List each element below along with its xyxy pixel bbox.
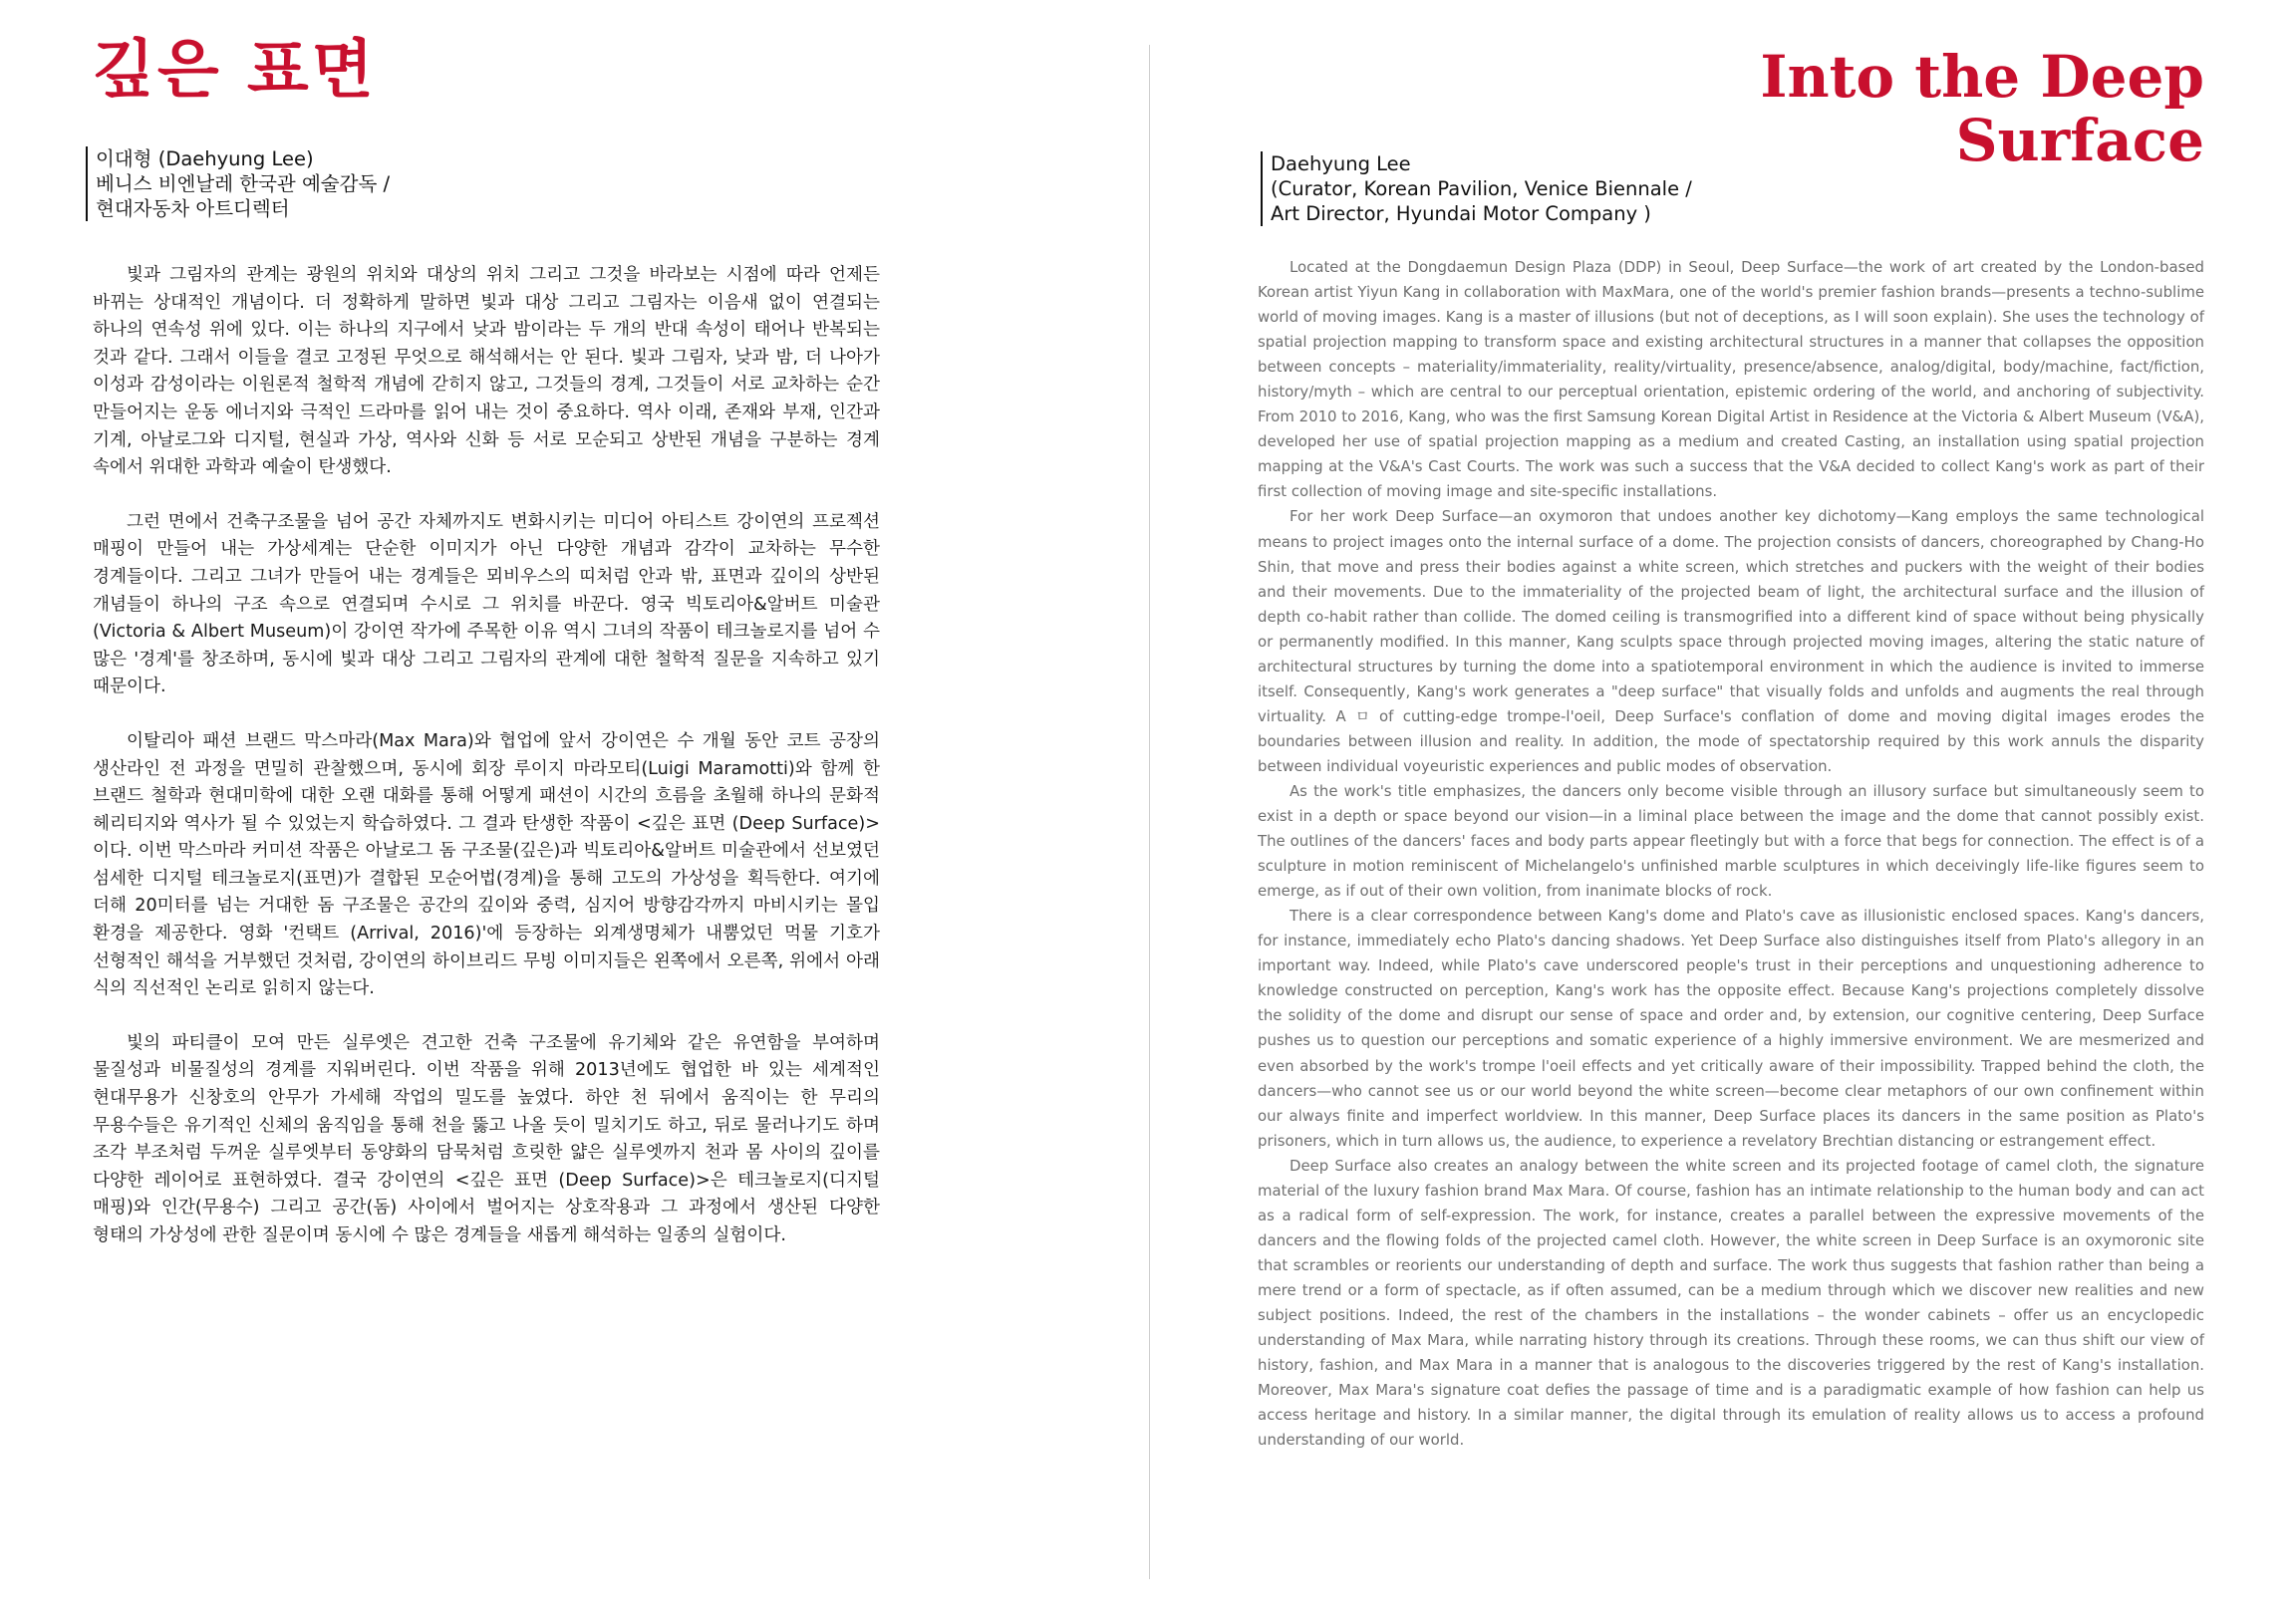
korean-author-role-1: 베니스 비엔날레 한국관 예술감독 / [96, 172, 391, 195]
english-paragraph-3: As the work's title emphasizes, the dancers only become visible through an illusory surface but simultaneously seem to exist in a depth or space beyond our vision—in a liminal place between the image and the dome that cannot possibly exist. The outlines of the dancers' faces and body parts appear fleetingly but with a force that begs for connection. The effect is of a sculpture in motion reminiscent of Michelangelo's unfinished marble sculptures in which deceivingly life-like figures seem to emerge, as if out of their own volition, from inanimate blocks of rock. [1258, 781, 2204, 901]
english-title-line-1: Into the Deep [1760, 43, 2204, 111]
english-author-role-2: Art Director, Hyundai Motor Company ) [1271, 202, 1651, 225]
korean-paragraph-3: 이탈리아 패션 브랜드 막스마라(Max Mara)와 협업에 앞서 강이연은 수 개월 동안 코트 공장의 생산라인 전 과정을 면밀히 관찰했으며, 동시에 회장 루이지 마라모티(Luigi Maramotti)와 함께 한 브랜드 철학과 현대미학에 대한 오랜 대화를 통해 어떻게 패션이 시간의 흐름을 초월해 하나의 문화적 헤리티지와 역사가 될 수 있었는지 학습하였다. 그 결과 탄생한 작품이 <깊은 표면 (Deep Surface)>이다. 이번 막스마라 커미션 작품은 아날로그 돔 구조물(깊은)과 빅토리아&알버트 미술관에서 선보였던 섬세한 디지털 테크놀로지(표면)가 결합된 모순어법(경계)을 통해 고도의 가상성을 획득한다. 여기에 더해 20미터를 넘는 거대한 돔 구조물은 공간의 깊이와 중력, 심지어 방향감각까지 마비시키는 몰입 환경을 제공한다. 영화 '컨택트 (Arrival, 2016)'에 등장하는 외계생명체가 내뿜었던 먹물 기호가 선형적인 해석을 거부했던 것처럼, 강이연의 하이브리드 무빙 이미지들은 왼쪽에서 오른쪽, 위에서 아래 식의 직선적인 논리로 읽히지 않는다. [93, 730, 880, 999]
english-paragraph-4: There is a clear correspondence between Kang's dome and Plato's cave as illusionistic enclosed spaces. Kang's dancers, for instance, immediately echo Plato's dancing shadows. Yet Deep Surface also distinguishes itself from Plato's allegory in an important way. Indeed, while Plato's cave underscored people's trust in their perceptions and unquestioning adherence to knowledge constructed on perception, Kang's work has the opposite effect. Because Kang's projections completely dissolve the solidity of the dome and disrupt our sense of space and order and, by extension, our cognitive centering, Deep Surface pushes us to question our perceptions and somatic experience of a highly immersive environment. We are mesmerized and even absorbed by the work's trompe l'oeil effects and yet critically aware of their impossibility. Trapped behind the cloth, the dancers—who cannot see us or our world beyond the white screen—become clear metaphors of our own confinement within our always finite and imperfect worldview. In this manner, Deep Surface places its dancers in the same position as Plato's prisoners, which in turn allows us, the audience, to experience a revelatory Brechtian distancing or estrangement effect. [1258, 907, 2204, 1150]
english-title-line-2: Surface [1955, 107, 2204, 174]
english-body [1258, 255, 2204, 1453]
korean-title: 깊은 표면 [93, 33, 377, 108]
page-gutter-divider [1149, 45, 1150, 1579]
korean-author-block [86, 146, 390, 221]
korean-paragraph-1: 빛과 그림자의 관계는 광원의 위치와 대상의 위치 그리고 그것을 바라보는 시점에 따라 언제든 바뀌는 상대적인 개념이다. 더 정확하게 말하면 빛과 대상 그리고 그림자는 이음새 없이 연결되는 하나의 연속성 위에 있다. 이는 하나의 지구에서 낮과 밤이라는 두 개의 반대 속성이 태어나 반복되는 것과 같다. 그래서 이들을 결코 고정된 무엇으로 해석해서는 안 된다. 빛과 그림자, 낮과 밤, 더 나아가 이성과 감성이라는 이원론적 철학적 개념에 갇히지 않고, 그것들의 경계, 그것들이 서로 교차하는 순간 만들어지는 운동 에너지와 극적인 드라마를 읽어 내는 것이 중요하다. 역사 이래, 존재와 부재, 인간과 기계, 아날로그와 디지털, 현실과 가상, 역사와 신화 등 서로 모순되고 상반된 개념을 구분하는 경계 속에서 위대한 과학과 예술이 탄생했다. [93, 265, 880, 478]
korean-body [93, 262, 880, 1277]
english-author-block [1261, 151, 1692, 226]
korean-author-role-2: 현대자동차 아트디렉터 [96, 197, 290, 220]
english-paragraph-5: Deep Surface also creates an analogy between the white screen and its projected footage of camel cloth, the signature material of the luxury fashion brand Max Mara. Of course, fashion has an intimate relationship to the human body and can act as a radical form of self-expression. The work, for instance, creates a parallel between the expressive movements of the dancers and the flowing folds of the projected camel cloth. However, the white screen in Deep Surface is an oxymoronic site that scrambles or reorients our understanding of depth and surface. The work thus suggests that fashion rather than being a mere trend or a form of spectacle, as if often assumed, can be a medium through which we discover new realities and new subject positions. Indeed, the rest of the chambers in the installations – the wonder cabinets – offer us an encyclopedic understanding of Max Mara, while narrating history through its creations. Through these rooms, we can thus shift our view of history, fashion, and Max Mara in a manner that is analogous to the discoveries triggered by the rest of Kang's installation. Moreover, Max Mara's signature coat defies the passage of time and is a paradigmatic example of how fashion can help us access heritage and history. In a similar manner, the digital through its emulation of reality allows us to access a profound understanding of our world. [1258, 1156, 2204, 1450]
left-page [0, 0, 1146, 1624]
korean-paragraph-4: 빛의 파티클이 모여 만든 실루엣은 견고한 건축 구조물에 유기체와 같은 유연함을 부여하며 물질성과 비물질성의 경계를 지워버린다. 이번 작품을 위해 2013년에도 협업한 바 있는 세계적인 현대무용가 신창호의 안무가 가세해 작업의 밀도를 높였다. 하얀 천 뒤에서 움직이는 한 무리의 무용수들은 유기적인 신체의 움직임을 통해 천을 뚫고 나올 듯이 밀치기도 하고, 뒤로 물러나기도 하며 조각 부조처럼 두꺼운 실루엣부터 동양화의 담묵처럼 흐릿한 얇은 실루엣까지 천과 몸 사이의 깊이를 다양한 레이어로 표현하였다. 결국 강이연의 <깊은 표면 (Deep Surface)>은 테크놀로지(디지털 매핑)와 인간(무용수) 그리고 공간(돔) 사이에서 벌어지는 상호작용과 그 과정에서 생산된 다양한 형태의 가상성에 관한 질문이며 동시에 수 많은 경계들을 새롭게 해석하는 일종의 실험이다. [93, 1032, 880, 1245]
english-paragraph-1: Located at the Dongdaemun Design Plaza (DDP) in Seoul, Deep Surface—the work of art created by the London-based Korean artist Yiyun Kang in collaboration with MaxMara, one of the world's premier fashion brands—presents a techno-sublime world of moving images. Kang is a master of illusions (but not of deceptions, as I will soon explain). She uses the technology of spatial projection mapping to transform space and existing architectural structures in a manner that collapses the opposition between concepts – materiality/immateriality, reality/virtuality, presence/absence, analog/digital, body/machine, fact/fiction, history/myth – which are central to our perceptual orientation, epistemic ordering of the world, and anchoring of subjectivity. From 2010 to 2016, Kang, who was the first Samsung Korean Digital Artist in Residence at the Victoria & Albert Museum (V&A), developed her use of spatial projection mapping as a medium and created Casting, an installation using spatial projection mapping at the V&A's Cast Courts. The work was such a success that the V&A decided to collect Kang's work as part of their first collection of moving image and site-specific installations. [1258, 258, 2204, 501]
english-paragraph-2: For her work Deep Surface—an oxymoron that undoes another key dichotomy—Kang employs the same technological means to project images onto the internal surface of a dome. The projection consists of dancers, choreographed by Chang-Ho Shin, that move and press their bodies against a white screen, which stretches and puckers with the weight of their bodies and their movements. Due to the immateriality of the projected beam of light, the architectural surface and the illusion of depth co-habit rather than collide. The domed ceiling is transmogrified into a different kind of space without being physically or permanently modified. In this manner, Kang sculpts space through projected moving images, altering the static nature of architectural structures by turning the dome into a spatiotemporal environment in which the audience is invited to immerse itself. Consequently, Kang's work generates a "deep surface" that visually folds and unfolds and augments the real through virtuality. A ㅁ of cutting-edge trompe-l'oeil, Deep Surface's conflation of dome and moving digital images erodes the boundaries between illusion and reality. In addition, the mode of spectatorship required by this work annuls the disparity between individual voyeuristic experiences and public modes of observation. [1258, 507, 2204, 775]
korean-author-name: 이대형 (Daehyung Lee) [96, 147, 314, 170]
english-title [1760, 45, 2204, 172]
english-author-name: Daehyung Lee [1271, 152, 1411, 175]
korean-paragraph-2: 그런 면에서 건축구조물을 넘어 공간 자체까지도 변화시키는 미디어 아티스트 강이연의 프로젝션 매핑이 만들어 내는 가상세계는 단순한 이미지가 아닌 다양한 개념과 감각이 교차하는 무수한 경계들이다. 그리고 그녀가 만들어 내는 경계들은 뫼비우스의 띠처럼 안과 밖, 표면과 깊이의 상반된 개념들이 하나의 구조 속으로 연결되며 수시로 그 위치를 바꾼다. 영국 빅토리아&알버트 미술관(Victoria & Albert Museum)이 강이연 작가에 주목한 이유 역시 그녀의 작품이 테크놀로지를 넘어 수 많은 '경계'를 창조하며, 동시에 빛과 대상 그리고 그림자의 관계에 대한 철학적 질문을 지속하고 있기 때문이다. [93, 511, 880, 697]
english-author-role-1: (Curator, Korean Pavilion, Venice Biennale / [1271, 177, 1692, 200]
